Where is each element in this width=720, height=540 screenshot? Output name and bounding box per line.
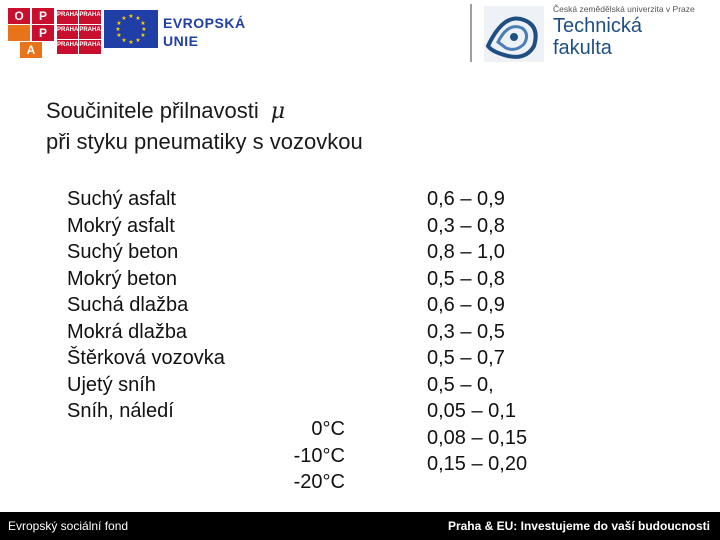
opp-letter-a: A: [20, 42, 42, 58]
svg-text:★: ★: [135, 37, 141, 44]
slide-title-line2: při styku pneumatiky s vozovkou: [46, 129, 363, 154]
slide-title-line1: [46, 96, 363, 127]
svg-text:★: ★: [141, 26, 147, 33]
surface-label: Mokrý beton: [67, 267, 178, 290]
coefficient-value: 0,6 – 0,9: [427, 188, 505, 210]
svg-text:★: ★: [128, 13, 134, 20]
opp-praha-text: PRAHA: [57, 25, 78, 39]
header-divider: [470, 4, 472, 62]
coefficient-value: 0,15 – 0,20: [427, 453, 528, 475]
surface-label: Mokrý asfalt: [67, 214, 175, 237]
opp-letter-o: O: [8, 8, 30, 24]
temperature-column: [283, 416, 345, 496]
university-name: Česká zemědělská univerzita v Praze: [553, 4, 695, 14]
coefficient-value: 0,3 – 0,5: [427, 320, 505, 343]
slide-title-text: Součinitele přilnavosti: [46, 98, 259, 123]
opp-praha-logo: [8, 8, 55, 58]
coefficient-value: 0,5 – 0,8: [427, 267, 505, 290]
coefficient-value: 0,08 – 0,15: [427, 426, 528, 449]
footer-bar: [0, 512, 720, 540]
opp-praha-text-grid: [57, 10, 101, 54]
slide-title: [46, 96, 363, 157]
faculty-name: [553, 15, 642, 59]
temperature-label: -10°C: [293, 444, 345, 467]
eu-logo-line1: EVROPSKÁ: [163, 15, 246, 31]
surface-label: Sníh, náledí: [67, 400, 174, 422]
coefficient-value: 0,8 – 1,0: [427, 241, 505, 263]
temperature-label: 0°C: [311, 418, 345, 440]
header-bar: [0, 0, 720, 75]
opp-letter-p1: P: [32, 8, 54, 24]
opp-letter-p2: P: [32, 25, 54, 41]
opp-accent-block: [8, 25, 30, 41]
svg-text:★: ★: [128, 39, 134, 46]
opp-praha-text: PRAHA: [79, 10, 100, 24]
surface-label: Štěrková vozovka: [67, 347, 225, 369]
footer-slogan-text: Praha & EU: Investujeme do vaší budoucnosti: [447, 519, 710, 533]
coefficient-value: 0,6 – 0,9: [427, 294, 505, 316]
svg-text:★: ★: [116, 20, 122, 27]
mu-symbol: μ: [270, 99, 286, 124]
surface-label: Suchá dlažba: [67, 294, 189, 316]
faculty-emblem-icon: [484, 6, 544, 62]
eu-flag-icon: [104, 10, 158, 48]
surface-label: Suchý asfalt: [67, 188, 176, 210]
svg-text:★: ★: [140, 32, 146, 39]
surface-label: Mokrá dlažba: [67, 320, 188, 343]
opp-praha-text: PRAHA: [79, 40, 100, 54]
footer-fund-text: Evropský sociální fond: [8, 519, 129, 533]
svg-text:★: ★: [121, 15, 127, 22]
temperature-label: -20°C: [293, 471, 345, 493]
coefficient-value: 0,5 – 0,: [427, 373, 494, 396]
coefficient-value: 0,05 – 0,1: [427, 400, 516, 422]
faculty-name-line1: Technická: [553, 15, 642, 37]
faculty-name-line2: fakulta: [553, 37, 612, 59]
eu-logo-line2: UNIE: [163, 33, 199, 49]
surface-column: [67, 186, 225, 425]
svg-text:★: ★: [115, 26, 121, 33]
svg-text:★: ★: [121, 37, 127, 44]
eu-logo-text: [163, 14, 246, 50]
coefficient-column: [427, 186, 527, 478]
surface-label: Ujetý sníh: [67, 373, 156, 396]
svg-text:★: ★: [140, 20, 146, 27]
coefficient-value: 0,3 – 0,8: [427, 214, 505, 237]
surface-label: Suchý beton: [67, 241, 179, 263]
svg-text:★: ★: [135, 15, 141, 22]
svg-text:★: ★: [116, 32, 122, 39]
opp-praha-text: PRAHA: [57, 10, 78, 24]
opp-praha-text: PRAHA: [79, 25, 100, 39]
coefficient-value: 0,5 – 0,7: [427, 347, 505, 369]
opp-praha-text: PRAHA: [57, 40, 78, 54]
